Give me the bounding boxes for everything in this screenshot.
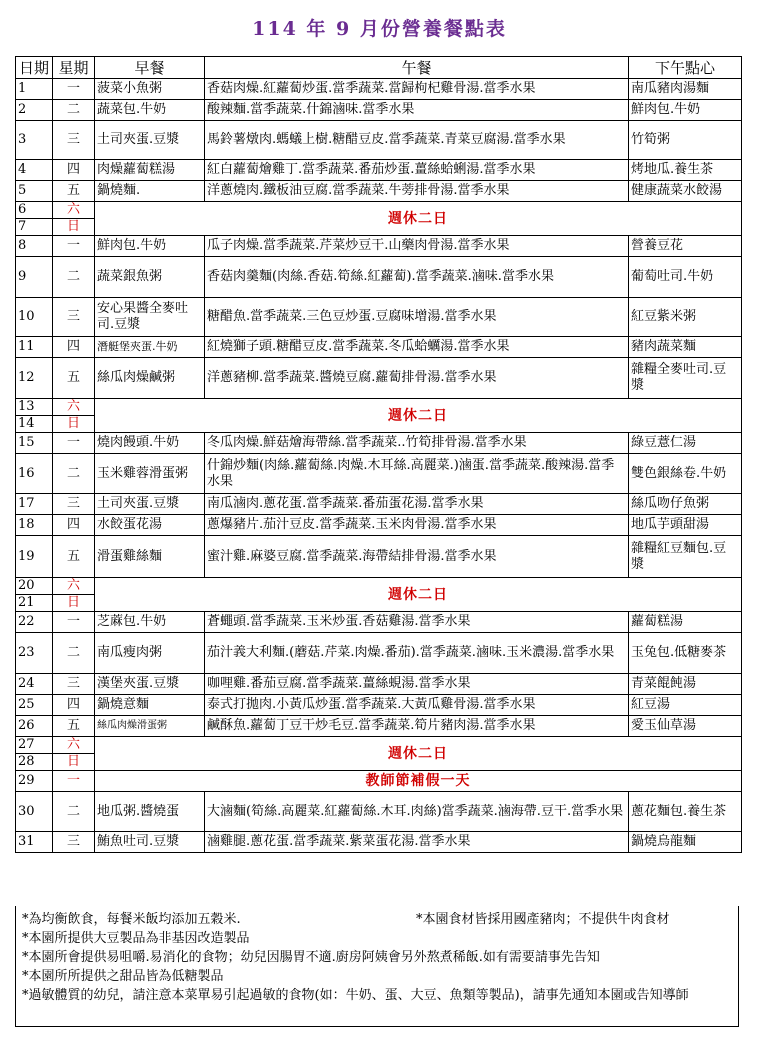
cell-weekday: 一 [53,771,95,792]
note-line: *本園食材皆採用國產豬肉；不提供牛肉食材 [416,912,670,927]
table-row [16,536,742,578]
cell-lunch: 糖醋魚.當季蔬菜.三色豆炒蛋.豆腐味增湯.當季水果 [205,298,629,337]
cell-weekday: 四 [53,515,95,536]
cell-weekday: 四 [53,160,95,181]
cell-lunch: 茄汁義大利麵.(蘑菇.芹菜.肉燥.番茄).當季蔬菜.滷味.玉米濃湯.當季水果 [205,633,629,674]
cell-weekday: 二 [53,454,95,494]
cell-snack: 蔥花麵包.養生茶 [629,792,742,832]
cell-snack: 竹筍粥 [629,121,742,160]
table-row [16,578,742,595]
cell-date: 31 [16,832,53,853]
cell-date: 10 [16,298,53,337]
table-row [16,337,742,358]
cell-date: 24 [16,674,53,695]
cell-lunch: 蜜汁雞.麻婆豆腐.當季蔬菜.海帶結排骨湯.當季水果 [205,536,629,578]
cell-weekday: 五 [53,358,95,399]
header-breakfast: 早餐 [95,57,205,79]
cell-weekday: 三 [53,494,95,515]
cell-weekday: 四 [53,337,95,358]
cell-breakfast: 地瓜粥.醬燒蛋 [95,792,205,832]
header-snack: 下午點心 [629,57,742,79]
cell-snack: 玉兔包.低糖麥茶 [629,633,742,674]
cell-breakfast: 土司夾蛋.豆漿 [95,494,205,515]
cell-snack: 雙色銀絲卷.牛奶 [629,454,742,494]
cell-date: 8 [16,236,53,257]
cell-breakfast: 玉米雞蓉滑蛋粥 [95,454,205,494]
cell-breakfast: 絲瓜肉燥滑蛋粥 [95,716,205,737]
cell-weekday: 二 [53,100,95,121]
cell-date: 30 [16,792,53,832]
cell-weekday: 四 [53,695,95,716]
cell-weekday: 二 [53,633,95,674]
table-row [16,100,742,121]
cell-snack: 鍋燒烏龍麵 [629,832,742,853]
cell-weekday: 三 [53,674,95,695]
holiday-label: 週休二日 [95,578,742,612]
cell-date: 3 [16,121,53,160]
holiday-label: 週休二日 [95,399,742,433]
holiday-label: 教師節補假一天 [95,771,742,792]
table-row [16,771,742,792]
cell-snack: 鮮肉包.牛奶 [629,100,742,121]
cell-snack: 綠豆薏仁湯 [629,433,742,454]
table-row [16,716,742,737]
cell-date: 12 [16,358,53,399]
table-row [16,160,742,181]
cell-snack: 愛玉仙草湯 [629,716,742,737]
cell-breakfast: 菠菜小魚粥 [95,79,205,100]
cell-weekday: 一 [53,236,95,257]
cell-breakfast: 蔬菜包.牛奶 [95,100,205,121]
cell-breakfast: 潛艇堡夾蛋.牛奶 [95,337,205,358]
cell-weekday: 三 [53,121,95,160]
cell-weekday: 日 [53,595,95,612]
cell-snack: 烤地瓜.養生茶 [629,160,742,181]
header-week: 星期 [53,57,95,79]
cell-breakfast: 鍋燒意麵 [95,695,205,716]
cell-lunch: 紅燒獅子頭.糖醋豆皮.當季蔬菜.冬瓜蛤蠣湯.當季水果 [205,337,629,358]
cell-date: 21 [16,595,53,612]
cell-breakfast: 芝蔴包.牛奶 [95,612,205,633]
table-row [16,236,742,257]
cell-date: 2 [16,100,53,121]
cell-snack: 健康蔬菜水餃湯 [629,181,742,202]
notes-box [15,906,739,1027]
table-row [16,358,742,399]
table-row [16,257,742,298]
cell-weekday: 六 [53,399,95,416]
note-line: *本園所所提供之甜品皆為低糖製品 [22,969,224,984]
cell-weekday: 三 [53,298,95,337]
cell-weekday: 五 [53,716,95,737]
cell-lunch: 南瓜滷肉.蔥花蛋.當季蔬菜.番茄蛋花湯.當季水果 [205,494,629,515]
cell-snack: 葡萄吐司.牛奶 [629,257,742,298]
table-row [16,298,742,337]
cell-breakfast: 蔬菜銀魚粥 [95,257,205,298]
cell-weekday: 一 [53,612,95,633]
cell-breakfast: 南瓜瘦肉粥 [95,633,205,674]
cell-breakfast: 土司夾蛋.豆漿 [95,121,205,160]
page-title: 114 年 9 月份營養餐點表 [252,18,507,40]
cell-lunch: 洋蔥燒肉.鐵板油豆腐.當季蔬菜.牛蒡排骨湯.當季水果 [205,181,629,202]
cell-lunch: 洋蔥豬柳.當季蔬菜.醬燒豆腐.蘿蔔排骨湯.當季水果 [205,358,629,399]
cell-breakfast: 鮮肉包.牛奶 [95,236,205,257]
cell-date: 9 [16,257,53,298]
cell-breakfast: 水餃蛋花湯 [95,515,205,536]
table-row [16,181,742,202]
cell-weekday: 二 [53,257,95,298]
cell-lunch: 馬鈴薯燉肉.螞蟻上樹.糖醋豆皮.當季蔬菜.青菜豆腐湯.當季水果 [205,121,629,160]
header-lunch: 午餐 [205,57,629,79]
table-row [16,121,742,160]
note-line: *過敏體質的幼兒，請注意本菜單易引起過敏的食物(如：牛奶、蛋、大豆、魚類等製品)，請事先通知本園或告知導師 [22,988,689,1003]
cell-date: 22 [16,612,53,633]
table-row [16,494,742,515]
header-row [16,57,742,79]
holiday-label: 週休二日 [95,202,742,236]
cell-snack: 地瓜芋頭甜湯 [629,515,742,536]
cell-lunch: 咖哩雞.番茄豆腐.當季蔬菜.薑絲蜆湯.當季水果 [205,674,629,695]
cell-weekday: 六 [53,202,95,219]
cell-lunch: 紅白蘿蔔燴雞丁.當季蔬菜.番茄炒蛋.薑絲蛤蜊湯.當季水果 [205,160,629,181]
cell-date: 7 [16,219,53,236]
table-row [16,792,742,832]
cell-lunch: 酸辣麵.當季蔬菜.什錦滷味.當季水果 [205,100,629,121]
cell-date: 23 [16,633,53,674]
cell-snack: 南瓜豬肉湯麵 [629,79,742,100]
cell-date: 5 [16,181,53,202]
cell-lunch: 滷雞腿.蔥花蛋.當季蔬菜.紫菜蛋花湯.當季水果 [205,832,629,853]
cell-date: 17 [16,494,53,515]
cell-breakfast: 鍋燒麵. [95,181,205,202]
menu-table [15,56,742,853]
note-line: *本園所提供大豆製品為非基因改造製品 [22,931,250,946]
cell-lunch: 香菇肉羹麵(肉絲.香菇.筍絲.紅蘿蔔).當季蔬菜.滷味.當季水果 [205,257,629,298]
cell-date: 29 [16,771,53,792]
cell-snack: 雜糧紅豆麵包.豆漿 [629,536,742,578]
cell-snack: 紅豆湯 [629,695,742,716]
cell-lunch: 大滷麵(筍絲.高麗菜.紅蘿蔔絲.木耳.肉絲)當季蔬菜.滷海帶.豆干.當季水果 [205,792,629,832]
table-row [16,737,742,754]
cell-lunch: 瓜子肉燥.當季蔬菜.芹菜炒豆干.山藥肉骨湯.當季水果 [205,236,629,257]
cell-date: 26 [16,716,53,737]
cell-breakfast: 燒肉饅頭.牛奶 [95,433,205,454]
table-row [16,433,742,454]
cell-weekday: 五 [53,181,95,202]
cell-weekday: 日 [53,754,95,771]
holiday-label: 週休二日 [95,737,742,771]
table-row [16,612,742,633]
cell-date: 13 [16,399,53,416]
cell-date: 20 [16,578,53,595]
cell-date: 18 [16,515,53,536]
cell-breakfast: 安心果醬全麥吐司.豆漿 [95,298,205,337]
cell-date: 16 [16,454,53,494]
cell-snack: 雜糧全麥吐司.豆漿 [629,358,742,399]
cell-date: 11 [16,337,53,358]
note-line: *為均衡飲食，每餐米飯均添加五穀米. [22,912,241,927]
cell-weekday: 六 [53,578,95,595]
table-row [16,832,742,853]
cell-snack: 豬肉蔬菜麵 [629,337,742,358]
cell-breakfast: 滑蛋雞絲麵 [95,536,205,578]
cell-date: 25 [16,695,53,716]
cell-snack: 絲瓜吻仔魚粥 [629,494,742,515]
table-row [16,399,742,416]
table-row [16,695,742,716]
cell-snack: 紅豆紫米粥 [629,298,742,337]
cell-lunch: 什錦炒麵(肉絲.蘿蔔絲.肉燥.木耳絲.高麗菜.)滷蛋.當季蔬菜.酸辣湯.當季水果 [205,454,629,494]
table-row [16,515,742,536]
cell-date: 1 [16,79,53,100]
cell-snack: 青菜餛飩湯 [629,674,742,695]
table-row [16,674,742,695]
cell-lunch: 泰式打拋肉.小黃瓜炒蛋.當季蔬菜.大黃瓜雞骨湯.當季水果 [205,695,629,716]
cell-weekday: 三 [53,832,95,853]
cell-weekday: 一 [53,433,95,454]
cell-weekday: 二 [53,792,95,832]
cell-breakfast: 絲瓜肉燥鹹粥 [95,358,205,399]
cell-date: 19 [16,536,53,578]
cell-lunch: 鹹酥魚.蘿蔔丁豆干炒毛豆.當季蔬菜.筍片豬肉湯.當季水果 [205,716,629,737]
table-row [16,79,742,100]
cell-date: 15 [16,433,53,454]
cell-date: 27 [16,737,53,754]
cell-date: 4 [16,160,53,181]
table-row [16,633,742,674]
cell-snack: 蘿蔔糕湯 [629,612,742,633]
header-date: 日期 [16,57,53,79]
table-row [16,454,742,494]
cell-weekday: 日 [53,219,95,236]
cell-weekday: 日 [53,416,95,433]
cell-breakfast: 漢堡夾蛋.豆漿 [95,674,205,695]
cell-lunch: 冬瓜肉燥.鮮菇燴海帶絲.當季蔬菜..竹筍排骨湯.當季水果 [205,433,629,454]
cell-snack: 營養豆花 [629,236,742,257]
table-row [16,202,742,219]
cell-lunch: 蔥爆豬片.茄汁豆皮.當季蔬菜.玉米肉骨湯.當季水果 [205,515,629,536]
cell-weekday: 一 [53,79,95,100]
cell-date: 14 [16,416,53,433]
cell-weekday: 六 [53,737,95,754]
cell-date: 6 [16,202,53,219]
cell-breakfast: 鮪魚吐司.豆漿 [95,832,205,853]
cell-date: 28 [16,754,53,771]
note-line: *本園所會提供易咀嚼.易消化的食物；幼兒因腸胃不適.廚房阿姨會另外熬煮稀飯.如有需要請事先告知 [22,950,600,965]
cell-weekday: 五 [53,536,95,578]
cell-breakfast: 肉燥蘿蔔糕湯 [95,160,205,181]
cell-lunch: 蒼蠅頭.當季蔬菜.玉米炒蛋.香菇雞湯.當季水果 [205,612,629,633]
cell-lunch: 香菇肉燥.紅蘿蔔炒蛋.當季蔬菜.當歸枸杞雞骨湯.當季水果 [205,79,629,100]
